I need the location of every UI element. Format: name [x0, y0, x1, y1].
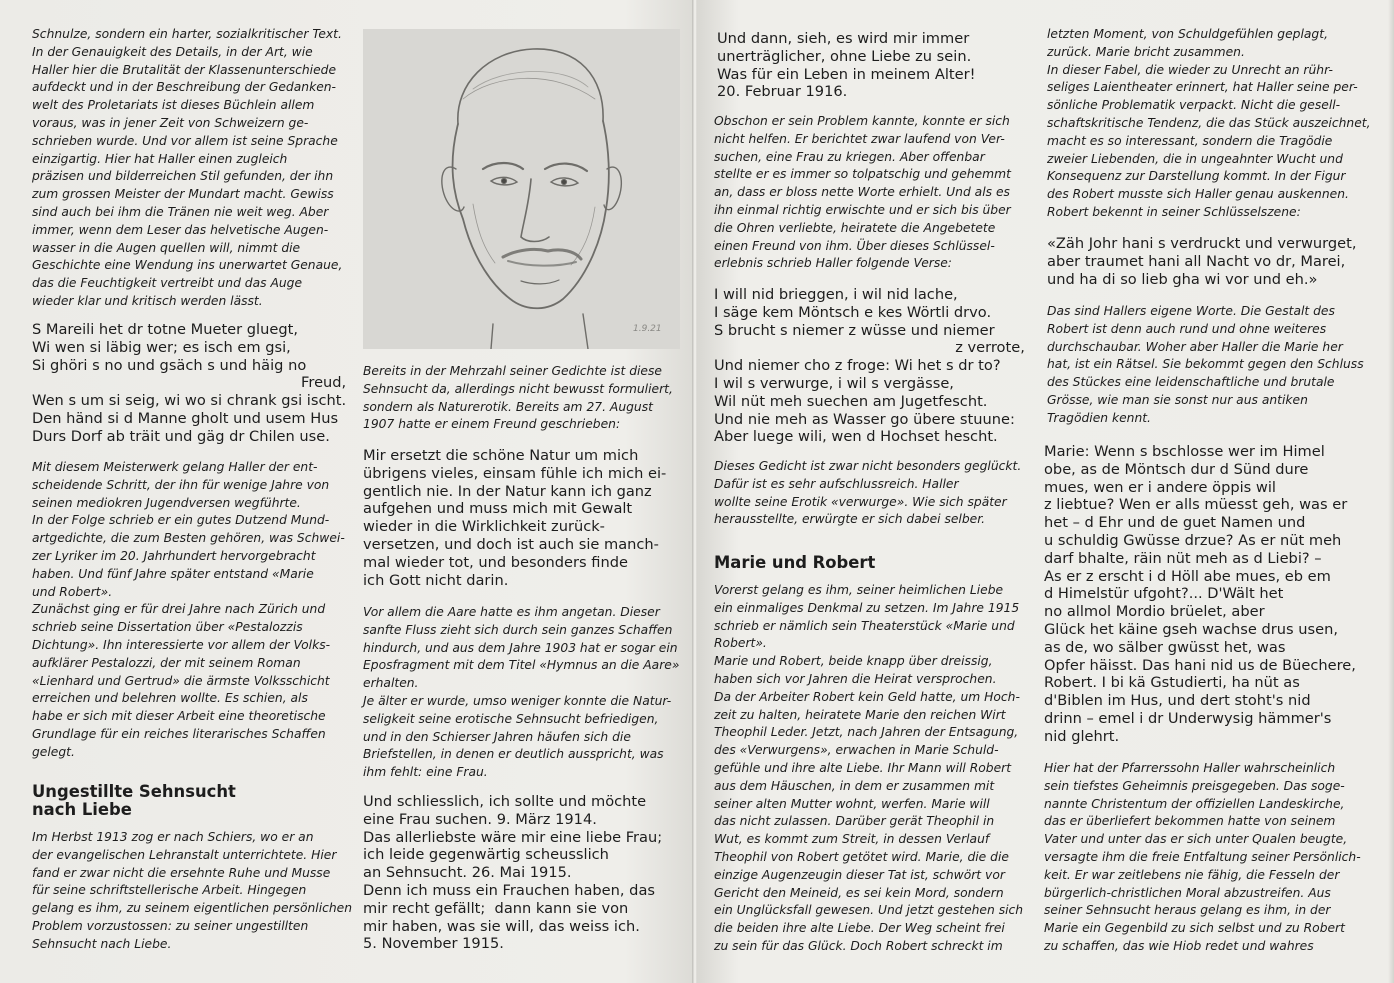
left-col2-quote2: Und schliesslich, ich sollte und möchte eine Frau suchen. 9. März 1914. Das allerliebste wäre mir eine liebe Frau; ich leide gegenwärtig scheusslich an Sehnsucht. 26. Mai 1915. Denn ich muss ein Frauchen haben, das mir recht gefällt; dann kann sie von mir haben, was sie will, das weiss ich. 5. November 1915. — [363, 793, 663, 953]
left-col1-body: Mit diesem Meisterwerk gelang Haller der ent- scheidende Schritt, der ihn für wenige Jahre von seinen mediokren Jugendversen wegführte. In der Folge schrieb er ein gutes Dutzend Mund- artgedichte, die zum Besten gehören, was Schwei- zer Lyriker im 20. Jahrhundert hervorgebracht haben. Und fünf Jahre später entstand «Marie und Robert». Zunächst ging er für drei Jahre nach Zürich und schrieb seine Dissertation über «Pestalozzis Dichtung». Ihn interessierte vor allem der Volks- aufklärer Pestalozzi, der mit seinem Roman «Lienhard und Gertrud» die ärmste Volksschicht erreichen und belehren wollte. Es schien, als habe er sich mit dieser Arbeit eine theoretische Grundlage für ein reiches literarisches Schaffen gelegt. — [32, 460, 345, 759]
left-col1-poem: S Mareili het dr totne Mueter gluegt, Wi wen si läbig wer; es isch em gsi, Si ghöri s no und gsäch s und häig no Freud, Wen s um si seig, wi wo si chrank gsi ischt. Den händ si d Manne gholt und usem Hus Durs Dorf ab träit und gäg dr Chilen use. — [32, 321, 347, 445]
right-col1-body: Obschon er sein Problem kannte, konnte er sich nicht helfen. Er berichtet zwar laufend von Ver- suchen, eine Frau zu kriegen. Aber offenbar stellte er es immer so tolpatschig und gehemmt an, dass er bloss nette Worte erhielt. Und als es ihn einmal richtig erwischte und er sich bis über die Ohren verliebte, heiratete die Angebetete einen Freund von ihm. Über dieses Schlüssel- erlebnis schrieb Haller folgende Verse: — [714, 114, 1011, 271]
left-col2-caption: Bereits in der Mehrzahl seiner Gedichte ist diese Sehnsucht da, allerdings nicht bewusst formuliert, sondern als Naturerotik. Bereits am 27. August 1907 hatte er einem Freund geschrieben: — [363, 364, 673, 432]
left-col2-quote1: Mir ersetzt die schöne Natur um mich übrigens vieles, einsam fühle ich mich ei- gentlich nie. In der Natur kann ich ganz aufgehen und muss mich mit Gewalt wieder in die Wirklichkeit zurück- versetzen, und doch ist auch sie manch- mal wieder tot, und besonders finde ich Gott nicht darin. — [363, 447, 667, 589]
left-col2-body: Vor allem die Aare hatte es ihm angetan. Dieser sanfte Fluss zieht sich durch sein ganzes Schaffen hindurch, und aus dem Jahre 1903 hat er sogar ein Eposfragment mit dem Titel «Hymnus an die Aare» erhalten. Je älter er wurde, umso weniger konnte die Natur- seligkeit seine erotische Sehnsucht befriedigen, und in den Schierser Jahren häufen sich die Briefstellen, in denen er deutlich ausspricht, was ihm fehlt: eine Frau. — [363, 605, 680, 780]
portrait-drawing — [363, 29, 680, 349]
right-col1-note: Dieses Gedicht ist zwar nicht besonders geglückt. Dafür ist es sehr aufschlussreich. Haller wollte seine Erotik «verwurge». Wie sich später herausstellte, erwürgte er sich dabei selber. — [714, 459, 1022, 527]
left-col1-end: Im Herbst 1913 zog er nach Schiers, wo er an der evangelischen Lehranstalt unterrichtete. Hier fand er zwar nicht die ersehnte Ruhe und Musse für seine schriftstellerische Arbeit. Hingegen gelang es ihm, zu seinem eigentlichen persönlichen Problem vorzustossen: zu seiner ungestillten Sehnsucht nach Liebe. — [32, 830, 353, 951]
right-col1-quote: Und dann, sieh, es wird mir immer unerträglicher, ohne Liebe zu sein. Was für ein Leben in meinem Alter! 20. Februar 1916. — [717, 30, 976, 101]
section-heading-ungestillte: Ungestillte Sehnsucht nach Liebe — [32, 782, 236, 819]
svg-text:1.9.21: 1.9.21 — [633, 324, 662, 334]
right-col2-speech: Marie: Wenn s bschlosse wer im Himel obe, as de Möntsch dur d Sünd dure mues, wen er i andere öppis wil z liebtue? Wen er alls müesst geh, was er het – d Ehr und de guet Namen und u schuldig Gwüsse drzue? As er nüt meh darf bhalte, räin nüt meh as d Liebi? – As er z erscht i d Höll abe mues, eb em d Himelstür ufgoht?... D'Wält het no allmol Mordio brüelet, aber Glück het käine gseh wachse drus usen, as de, wo sälber gwüsst het, was Opfer häisst. Das hani nid us de Büechere, Robert. I bi kä Gstudierti, ha nüt as d'Biblen im Hus, und dert stoht's nid drinn – emel i dr Underwysig hämmer's nid glehrt. — [1044, 443, 1356, 745]
right-col2-body: letzten Moment, von Schuldgefühlen geplagt, zurück. Marie bricht zusammen. In dieser Fabel, die wieder zu Unrecht an rühr- seliges Laientheater erinnert, hat Haller seine per- sönliche Problematik verpackt. Nicht die gesell- schaftskritische Tendenz, die das Stück auszeichnet, macht es so interessant, sondern die Tragödie zweier Liebenden, die in ungeahnter Wucht und Konsequenz zur Darstellung kommt. In der Figur des Robert musste sich Haller genau auskennen. Robert bekennt in seiner Schlüsselszene: — [1047, 27, 1371, 219]
right-col2-end: Hier hat der Pfarrerssohn Haller wahrscheinlich sein tiefstes Geheimnis preisgegeben. Das soge- nannte Christentum der offiziellen Landeskirche, das er überliefert bekommen hatte von seinem Vater und unter das er sich unter Qualen beugte, versagte ihm die freie Entfaltung seiner Persönlich- keit. Er war zeitlebens nie fähig, die Fesseln der bürgerlich-christlichen Moral abzustreifen. Aus seiner Sehnsucht heraus gelang es ihm, in der Marie ein Gegenbild zu sich selbst und zu Robert zu schaffen, das wie Hiob redet und wahres — [1044, 761, 1361, 953]
section-heading-marie-und-robert: Marie und Robert — [714, 553, 876, 572]
left-col1-intro: Schnulze, sondern ein harter, sozialkritischer Text. In der Genauigkeit des Details, in der Art, wie Haller hier die Brutalität der Klassenunterschiede aufdeckt und in der Beschreibung der Gedanken- welt des Proletariats ist dieses Büchlein allem voraus, was in jener Zeit von Schweizern ge- schrieben wurde. Und vor allem ist seine Sprache einzigartig. Hier hat Haller einen zugleich präzisen und bilderreichen Stil gefunden, der ihn zum grossen Meister der Mundart macht. Gewiss sind auch bei ihm die Tränen nie weit weg. Aber immer, wenn dem Leser das helvetische Augen- wasser in die Augen quellen will, nimmt die Geschichte eine Wendung ins unerwartet Genaue, das die Feuchtigkeit vertreibt und das Auge wieder klar und kritisch werden lässt. — [32, 27, 343, 308]
right-col1-poem: I will nid brieggen, i wil nid lache, I säge kem Möntsch e kes Wörtli drvo. S brucht s niemer z wüsse und niemer z verrote, Und niemer cho z froge: Wi het s dr to? I wil s verwurge, i wil s vergässe, Wil nüt meh suechen am Jugetfescht. Und nie meh as Wasser go übere stuune: Aber luege wili, wen d Hochset hescht. — [714, 286, 1025, 446]
left-page — [0, 0, 694, 983]
right-col2-body2: Das sind Hallers eigene Worte. Die Gestalt des Robert ist denn auch rund und ohne weiteres durchschaubar. Woher aber Haller die Marie her hat, ist ein Rätsel. Sie bekommt gegen den Schluss des Stückes eine leidenschaftliche und brutale Grösse, wie man sie sonst nur aus antiken Tragödien kennt. — [1047, 304, 1364, 425]
right-col2-quote: «Zäh Johr hani s verdruckt und verwurget, aber traumet hani all Nacht vo dr, Marei, und ha di so lieb gha wi vor und eh.» — [1047, 235, 1357, 288]
right-col1-end: Vorerst gelang es ihm, seiner heimlichen Liebe ein einmaliges Denkmal zu setzen. Im Jahre 1915 schrieb er nämlich sein Theaterstück «Marie und Robert». Marie und Robert, beide knapp über dreissig, haben sich vor Jahren die Heirat versprochen. Da der Arbeiter Robert kein Geld hatte, um Hoch- zeit zu halten, heiratete Marie den reichen Wirt Theophil Leder. Jetzt, nach Jahren der Entsagung, des «Verwurgens», erwachen in Marie Schuld- gefühle und ihre alte Liebe. Ihr Mann will Robert aus dem Häuschen, in dem er zusammen mit seiner alten Mutter wohnt, werfen. Marie will das nicht zulassen. Darüber gerät Theophil in Wut, es kommt zum Streit, in dessen Verlauf Theophil von Robert getötet wird. Marie, die die einzige Augenzeugin dieser Tat ist, schwört vor Gericht den Meineid, es sei kein Mord, sondern ein Unglücksfall gewesen. Und jetzt gestehen sich die beiden ihre alte Liebe. Der Weg scheint frei zu sein für das Glück. Doch Robert schreckt im — [714, 583, 1024, 953]
right-page — [697, 0, 1394, 983]
page-edge — [1388, 0, 1394, 983]
portrait-sketch — [363, 29, 680, 349]
